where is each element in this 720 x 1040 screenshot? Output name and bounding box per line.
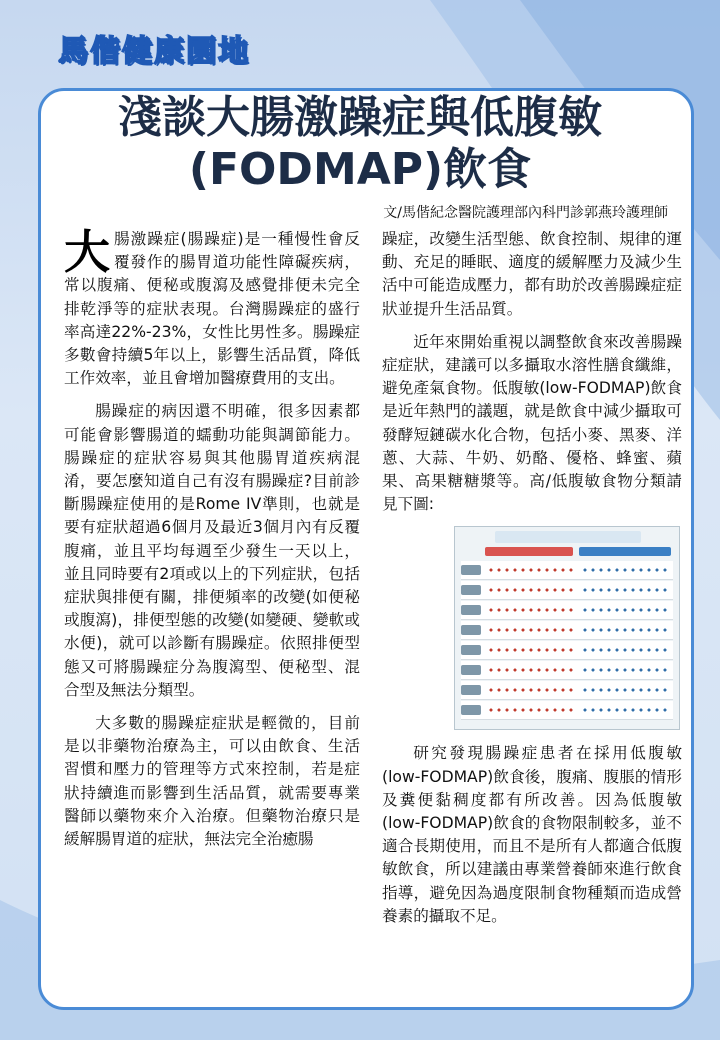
paragraph: 大多數的腸躁症症狀是輕微的，目前是以非藥物治療為主，可以由飲食、生活習慣和壓力的管理等方式來控制，若是症狀持續進而影響到生活品質，就需要專業醫師以藥物來介入治療。但藥物治療只是緩解腸胃道的症狀，無法完全治癒腸 [64,714,360,849]
left-column [64,225,360,861]
paragraph: 躁症，改變生活型態、飲食控制、規律的運動、充足的睡眠、適度的緩解壓力及減少生活中可能造成壓力，都有助於改善腸躁症症狀並提升生活品質。 [382,230,682,318]
figure-row [461,641,673,660]
figure-row [461,661,673,680]
figure-header-bar [495,531,641,543]
paragraph [64,225,360,390]
figure-row [461,581,673,600]
paragraph: 腸躁症的病因還不明確，很多因素都可能會影響腸道的蠕動功能與調節能力。腸躁症的症狀容易與其他腸胃道疾病混淆，要怎麼知道自己有沒有腸躁症?目前診斷腸躁症使用的是Rome IV準則，也就是要有症狀超過6個月及最近3個月內有反覆腹痛，並且平均每週至少發生一天以上，並且同時要有2項或以上的下列症狀，包括症狀與排便有關，排便頻率的改變(如便秘或腹瀉)，排便型態的改變(如變硬、變軟或水便)，就可以診斷有腸躁症。依照排便型態又可將腸躁症分為腹瀉型、便秘型、混合型及無法分類型。 [64,402,360,699]
figure-row [461,701,673,720]
paragraph: 研究發現腸躁症患者在採用低腹敏(low-FODMAP)飲食後，腹痛、腹脹的情形及糞便黏稠度都有所改善。因為低腹敏(low-FODMAP)飲食的食物限制較多，並不適合長期使用，而且不是所有人都適合低腹敏飲食，所以建議由專業營養師來進行飲食指導，避免因為過度限制食物種類而造成營養素的攝取不足。 [382,744,682,925]
right-column [382,228,682,938]
paragraph: 近年來開始重視以調整飲食來改善腸躁症症狀，建議可以多攝取水溶性膳食纖維，避免產氣食物。低腹敏(low-FODMAP)飲食是近年熱門的議題，就是飲食中減少攝取可發酵短鏈碳水化合物，包括小麥、黑麥、洋蔥、大蒜、牛奶、奶酪、優格、蜂蜜、蘋果、高果糖糖漿等。高/低腹敏食物分類請見下圖: [382,332,682,514]
figure-row [461,681,673,700]
low-fodmap-header [579,547,671,556]
title-line-2: (FODMAP)飲食 [188,144,532,195]
drop-cap: 大 [64,225,110,279]
fodmap-food-chart-image [454,526,680,730]
paragraph-text: 腸激躁症(腸躁症)是一種慢性會反覆發作的腸胃道功能性障礙疾病，常以腹痛、便秘或腹瀉及感覺排便未完全排乾淨等的症狀表現。台灣腸躁症的盛行率高達22%-23%，女性比男性多。腸躁症多數會持續5年以上，影響生活品質，降低工作效率，並且會增加醫療費用的支出。 [64,230,360,388]
figure-row [461,621,673,640]
banner-title: 馬偕健康園地 [58,34,250,69]
title-line-1: 淺談大腸激躁症與低腹敏 [118,92,602,143]
byline: 文/馬偕紀念醫院護理部內科門診郭燕玲護理師 [383,205,668,221]
figure-row [461,561,673,580]
article-title [40,92,680,196]
figure-row [461,601,673,620]
high-fodmap-header [485,547,573,556]
